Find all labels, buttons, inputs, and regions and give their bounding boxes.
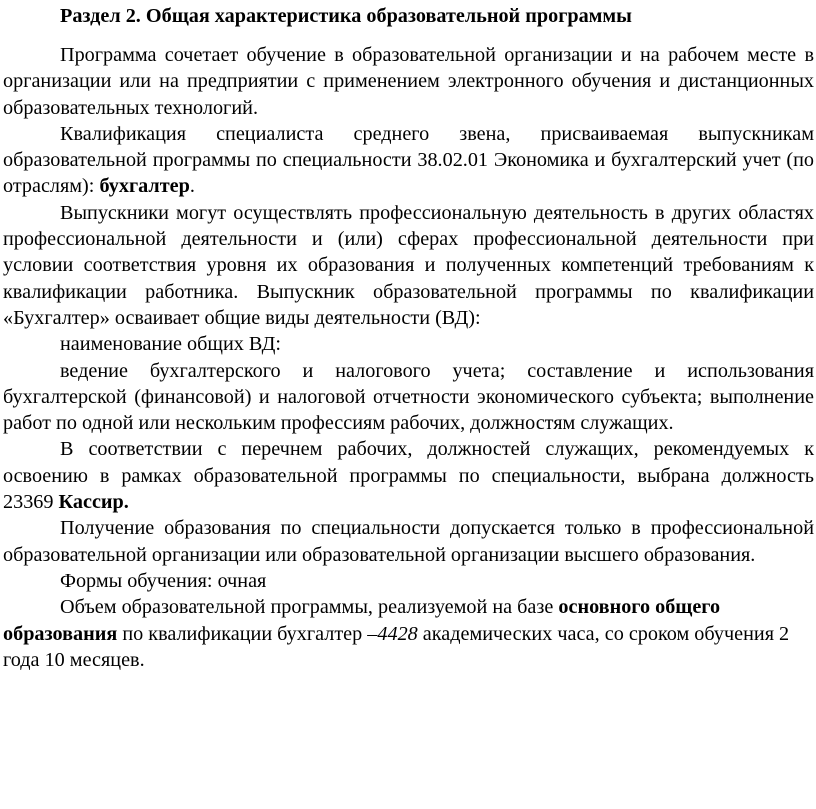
qualification-text: Квалификация специалиста среднего звена, присваиваемая выпускникам образовательной программы по специальности 38.02.01 Экономика и бухгалтерский учет (по отраслям):	[3, 122, 814, 198]
paragraph-study-form: Формы обучения: очная	[60, 569, 267, 592]
volume-hours: –4428	[367, 622, 418, 645]
position-text: В соответствии с перечнем рабочих, должностей служащих, рекомендуемых к освоению в рамках образовательной программы по специальности, выбрана должность 23369	[3, 438, 814, 514]
qualification-title: бухгалтер	[99, 175, 190, 198]
position-title: Кассир.	[58, 491, 129, 514]
section-title: Раздел 2. Общая характеристика образовательной программы	[60, 5, 632, 27]
paragraph-program-volume	[3, 594, 814, 673]
paragraph-education-access: Получение образования по специальности допускается только в профессиональной образовательной организации или образовательной организации высшего образования.	[3, 517, 814, 566]
qualification-end: .	[189, 175, 195, 198]
volume-text-1: Объем образовательной программы, реализуемой на базе	[60, 596, 559, 619]
volume-text-3: академических часа, со сроком обучения 2 года 10 месяцев.	[3, 622, 790, 671]
paragraph-graduates: Выпускники могут осуществлять профессиональную деятельность в других областях профессиональной деятельности и (или) сферах профессиональной деятельности при условии соответствия уровня их образования и полученных компетенций требованиям к квалификации работника. Выпускник образовательной программы по квалификации «Бухгалтер» осваивает общие виды деятельности (ВД):	[3, 201, 814, 329]
paragraph-qualification	[3, 121, 814, 200]
volume-text-2: по квалификации бухгалтер	[117, 622, 368, 645]
volume-base-education: основного общего образования	[3, 596, 721, 645]
paragraph-position	[3, 436, 814, 515]
paragraph-activities-list: ведение бухгалтерского и налогового учета; составление и использования бухгалтерской (финансовой) и налоговой отчетности экономического субъекта; выполнение работ по одной или нескольким профессиям рабочих, должностям служащих.	[3, 359, 814, 435]
paragraph-activities-heading: наименование общих ВД:	[60, 333, 281, 356]
title-spacer	[3, 30, 814, 42]
paragraph-program-description: Программа сочетает обучение в образовательной организации и на рабочем месте в организации или на предприятии с применением электронного обучения и дистанционных образовательных технологий.	[3, 44, 814, 119]
